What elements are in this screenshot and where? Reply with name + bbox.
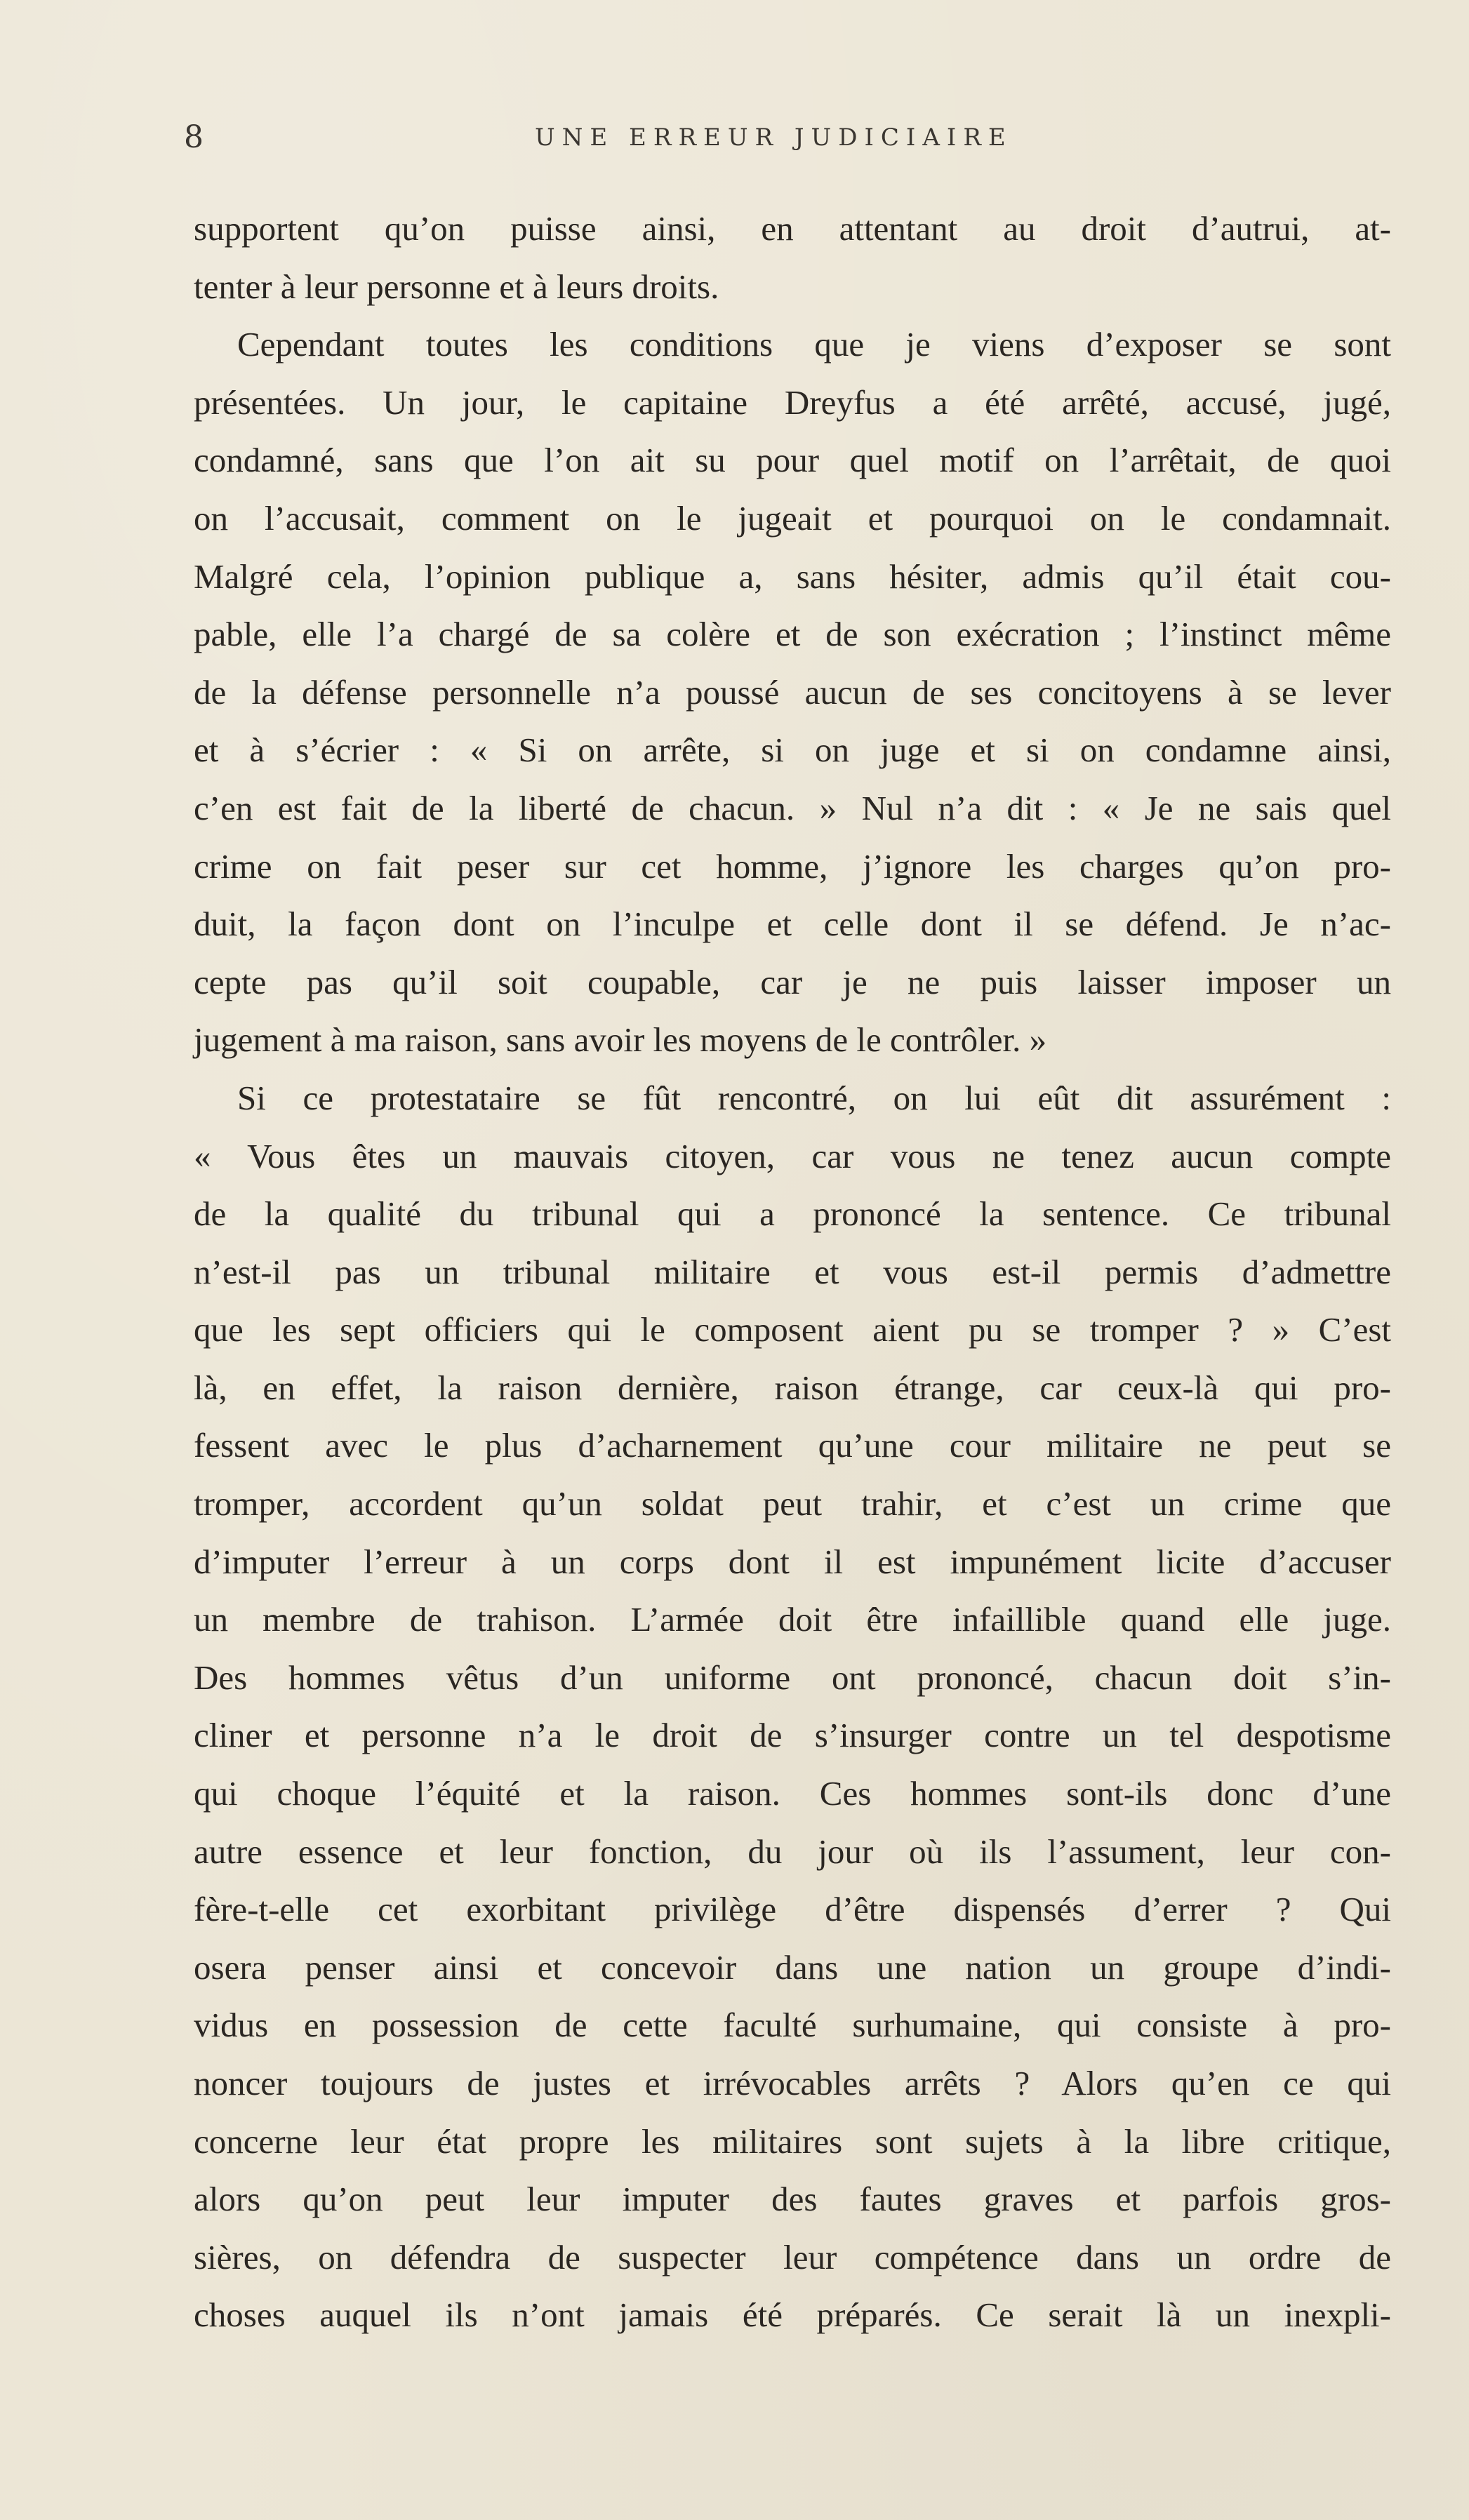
- text-line: c’en est fait de la liberté de chacun. » Nul n’a dit : « Je ne sais quel: [194, 788, 1391, 827]
- text-line: choses auquel ils n’ont jamais été préparés. Ce serait là un inexpli-: [194, 2295, 1391, 2335]
- text-line: d’imputer l’erreur à un corps dont il est impunément licite d’accuser: [194, 1542, 1391, 1581]
- text-line: fère-t-elle cet exorbitant privilège d’être dispensés d’errer ? Qui: [194, 1890, 1391, 1929]
- text-line: cliner et personne n’a le droit de s’insurger contre un tel despotisme: [194, 1716, 1391, 1755]
- text-line: Des hommes vêtus d’un uniforme ont prononcé, chacun doit s’in-: [194, 1658, 1391, 1697]
- text-line: là, en effet, la raison dernière, raison étrange, car ceux-là qui pro-: [194, 1368, 1391, 1407]
- text-line: supportent qu’on puisse ainsi, en attentant au droit d’autrui, at-: [194, 209, 1391, 248]
- text-line: « Vous êtes un mauvais citoyen, car vous ne tenez aucun compte: [194, 1136, 1391, 1175]
- text-line: on l’accusait, comment on le jugeait et pourquoi on le condamnait.: [194, 498, 1391, 538]
- text-line: Cependant toutes les conditions que je viens d’exposer se sont: [237, 325, 1391, 364]
- running-title: UNE ERREUR JUDICIAIRE: [535, 124, 1013, 152]
- text-line: tromper, accordent qu’un soldat peut trahir, et c’est un crime que: [194, 1484, 1391, 1524]
- text-line: fessent avec le plus d’acharnement qu’une cour militaire ne peut se: [194, 1426, 1391, 1465]
- body-text: [194, 200, 1391, 2345]
- text-line: duit, la façon dont on l’inculpe et celle dont il se défend. Je n’ac-: [194, 905, 1391, 944]
- text-line: pable, elle l’a chargé de sa colère et de son exécration ; l’instinct même: [194, 615, 1391, 654]
- text-line: concerne leur état propre les militaires sont sujets à la libre critique,: [194, 2121, 1391, 2161]
- text-line: que les sept officiers qui le composent aient pu se tromper ? » C’est: [194, 1310, 1391, 1349]
- text-line: et à s’écrier : « Si on arrête, si on juge et si on condamne ainsi,: [194, 731, 1391, 770]
- text-line: cepte pas qu’il soit coupable, car je ne puis laisser imposer un: [194, 962, 1391, 1001]
- text-line: Malgré cela, l’opinion publique a, sans hésiter, admis qu’il était cou-: [194, 556, 1391, 596]
- text-line: crime on fait peser sur cet homme, j’ignore les charges qu’on pro-: [194, 846, 1391, 886]
- text-line: n’est-il pas un tribunal militaire et vous est-il permis d’admettre: [194, 1252, 1391, 1291]
- text-line: condamné, sans que l’on ait su pour quel motif on l’arrêtait, de quoi: [194, 441, 1391, 480]
- text-line: osera penser ainsi et concevoir dans une nation un groupe d’indi-: [194, 1947, 1391, 1987]
- text-line: de la défense personnelle n’a poussé aucun de ses concitoyens à se lever: [194, 672, 1391, 712]
- text-line: jugement à ma raison, sans avoir les moyens de le contrôler. »: [194, 1020, 1047, 1060]
- text-line: de la qualité du tribunal qui a prononcé la sentence. Ce tribunal: [194, 1194, 1391, 1234]
- text-line: qui choque l’équité et la raison. Ces hommes sont-ils donc d’une: [194, 1774, 1391, 1813]
- page-number: 8: [184, 119, 204, 155]
- text-line: noncer toujours de justes et irrévocables arrêts ? Alors qu’en ce qui: [194, 2064, 1391, 2102]
- text-line: alors qu’on peut leur imputer des fautes graves et parfois gros-: [194, 2180, 1391, 2219]
- text-line: sières, on défendra de suspecter leur compétence dans un ordre de: [194, 2237, 1391, 2276]
- running-head: [184, 116, 1395, 159]
- text-line: présentées. Un jour, le capitaine Dreyfus a été arrêté, accusé, jugé,: [194, 382, 1391, 422]
- text-line: Si ce protestataire se fût rencontré, on lui eût dit assurément :: [237, 1078, 1391, 1117]
- text-line: vidus en possession de cette faculté surhumaine, qui consiste à pro-: [194, 2006, 1391, 2045]
- text-line: un membre de trahison. L’armée doit être infaillible quand elle juge.: [194, 1600, 1391, 1639]
- text-line: autre essence et leur fonction, du jour où ils l’assument, leur con-: [194, 1832, 1391, 1871]
- text-line: tenter à leur personne et à leurs droits.: [194, 267, 719, 306]
